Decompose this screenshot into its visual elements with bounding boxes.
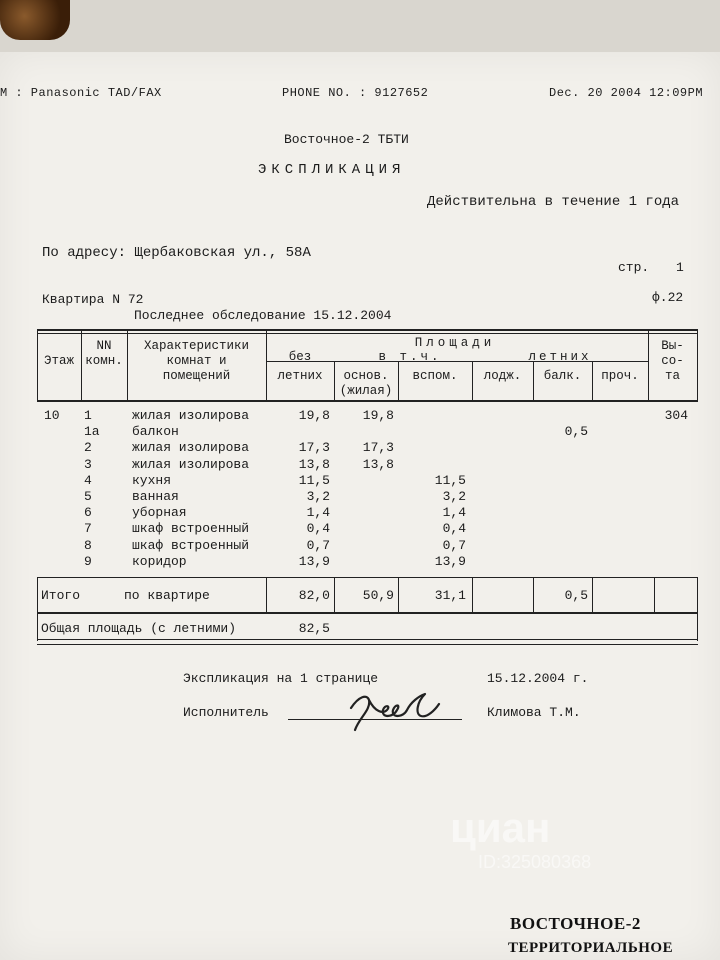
cell-floor: 10 <box>44 408 60 423</box>
cell-num: 5 <box>84 489 92 504</box>
cell-desc: жилая изолирова <box>132 456 250 472</box>
cell-main: 17,3 <box>362 440 394 456</box>
header-height-2: со- <box>661 354 684 368</box>
header-floor: Этаж <box>43 354 74 368</box>
stamp-line-2: ТЕРРИТОРИАЛЬНОЕ <box>508 940 674 956</box>
total-main: 50,9 <box>362 588 394 603</box>
fax-device: M : Panasonic TAD/FAX <box>0 86 162 100</box>
header-desc-3: помещений <box>162 369 231 383</box>
total-area: 82,0 <box>298 588 330 603</box>
cell-desc: жилая изолирова <box>132 440 250 456</box>
header-desc-1: Характеристики <box>143 339 250 353</box>
apartment-number: Квартира N 72 <box>42 292 144 307</box>
cell-desc: ванная <box>132 489 179 504</box>
cell-total: 11,5 <box>298 472 330 488</box>
executor-label: Исполнитель <box>183 705 269 720</box>
cell-total: 13,9 <box>298 553 330 569</box>
header-without-1: без <box>288 350 312 364</box>
cell-aux: 13,9 <box>434 553 466 569</box>
cell-main: 13,8 <box>362 456 394 472</box>
office-name: Восточное-2 ТБТИ <box>284 132 409 147</box>
cell-total: 17,3 <box>298 440 330 456</box>
header-main-2: (жилая) <box>339 384 393 398</box>
header-aux: вспом. <box>412 369 458 383</box>
cell-desc: шкаф встроенный <box>132 537 250 553</box>
cell-aux: 0,7 <box>442 537 466 553</box>
executor-signature <box>345 688 445 736</box>
header-other: проч. <box>601 369 639 383</box>
total-aux: 31,1 <box>434 588 466 603</box>
total-balcony: 0,5 <box>564 588 588 603</box>
cell-total: 19,8 <box>298 408 330 423</box>
cell-total: 1,4 <box>306 505 330 521</box>
cell-num: 6 <box>84 505 92 521</box>
cell-aux: 11,5 <box>434 472 466 488</box>
header-areas: Площади <box>414 336 496 350</box>
header-balcony: балк. <box>543 369 582 383</box>
header-main-1: основ. <box>343 369 389 383</box>
cell-desc: балкон <box>132 424 179 440</box>
header-loggia: лодж. <box>483 369 522 383</box>
cell-num: 9 <box>84 553 92 569</box>
header-incl: в т.ч. <box>378 350 442 364</box>
bottle-cap-photo <box>0 0 70 40</box>
cell-aux: 1,4 <box>442 505 466 521</box>
cell-num: 7 <box>84 521 92 537</box>
page-number: 1 <box>676 260 684 275</box>
cell-aux: 3,2 <box>442 489 466 504</box>
total-label: Итого <box>41 588 81 603</box>
cell-total: 13,8 <box>298 456 330 472</box>
cell-num: 1 <box>84 408 92 423</box>
overall-area-label: Общая площадь (с летними) <box>41 621 237 636</box>
validity-note: Действительна в течение 1 года <box>427 194 680 210</box>
cell-num: 2 <box>84 440 92 456</box>
cell-total: 0,7 <box>306 537 330 553</box>
overall-area-value: 82,5 <box>298 621 330 636</box>
cell-total: 0,4 <box>306 521 330 537</box>
cell-desc: коридор <box>132 553 187 569</box>
cell-desc: шкаф встроенный <box>132 521 250 537</box>
cell-desc: кухня <box>132 472 172 488</box>
document-page <box>0 52 720 960</box>
header-height-1: Вы- <box>661 339 684 353</box>
header-desc-2: комнат и <box>166 354 227 368</box>
document-title: ЭКСПЛИКАЦИЯ <box>258 162 406 178</box>
cell-balcony: 0,5 <box>564 424 588 440</box>
cell-desc: жилая изолирова <box>132 408 250 423</box>
pages-note: Экспликация на 1 странице <box>183 671 379 686</box>
header-height-3: та <box>664 369 680 383</box>
cell-aux: 0,4 <box>442 521 466 537</box>
header-summer: летних <box>528 350 592 364</box>
cell-num: 3 <box>84 456 92 472</box>
form-number: ф.22 <box>652 290 684 305</box>
cell-num: 4 <box>84 472 92 488</box>
stamp-line-1: ВОСТОЧНОЕ-2 <box>510 914 641 933</box>
cell-main: 19,8 <box>362 408 394 423</box>
last-survey: Последнее обследование 15.12.2004 <box>134 308 392 323</box>
cell-desc: уборная <box>132 505 187 521</box>
address: По адресу: Щербаковская ул., 58А <box>42 245 311 261</box>
header-without-2: летних <box>277 369 323 383</box>
watermark-brand: циан <box>450 804 551 851</box>
cell-height: 304 <box>664 408 688 423</box>
footer-date: 15.12.2004 г. <box>487 671 589 686</box>
total-scope: по квартире <box>124 588 210 603</box>
fax-datetime: Dec. 20 2004 12:09PM <box>549 86 704 100</box>
header-nn: NN <box>96 339 112 353</box>
watermark-id: ID:325080368 <box>478 852 592 872</box>
executor-name: Климова Т.М. <box>487 705 581 720</box>
cell-num: 1а <box>84 424 100 440</box>
fax-phone: PHONE NO. : 9127652 <box>282 86 429 100</box>
cell-total: 3,2 <box>306 489 330 504</box>
header-rooms: комн. <box>85 354 123 368</box>
page-label: стр. <box>618 260 650 275</box>
cell-num: 8 <box>84 537 92 553</box>
